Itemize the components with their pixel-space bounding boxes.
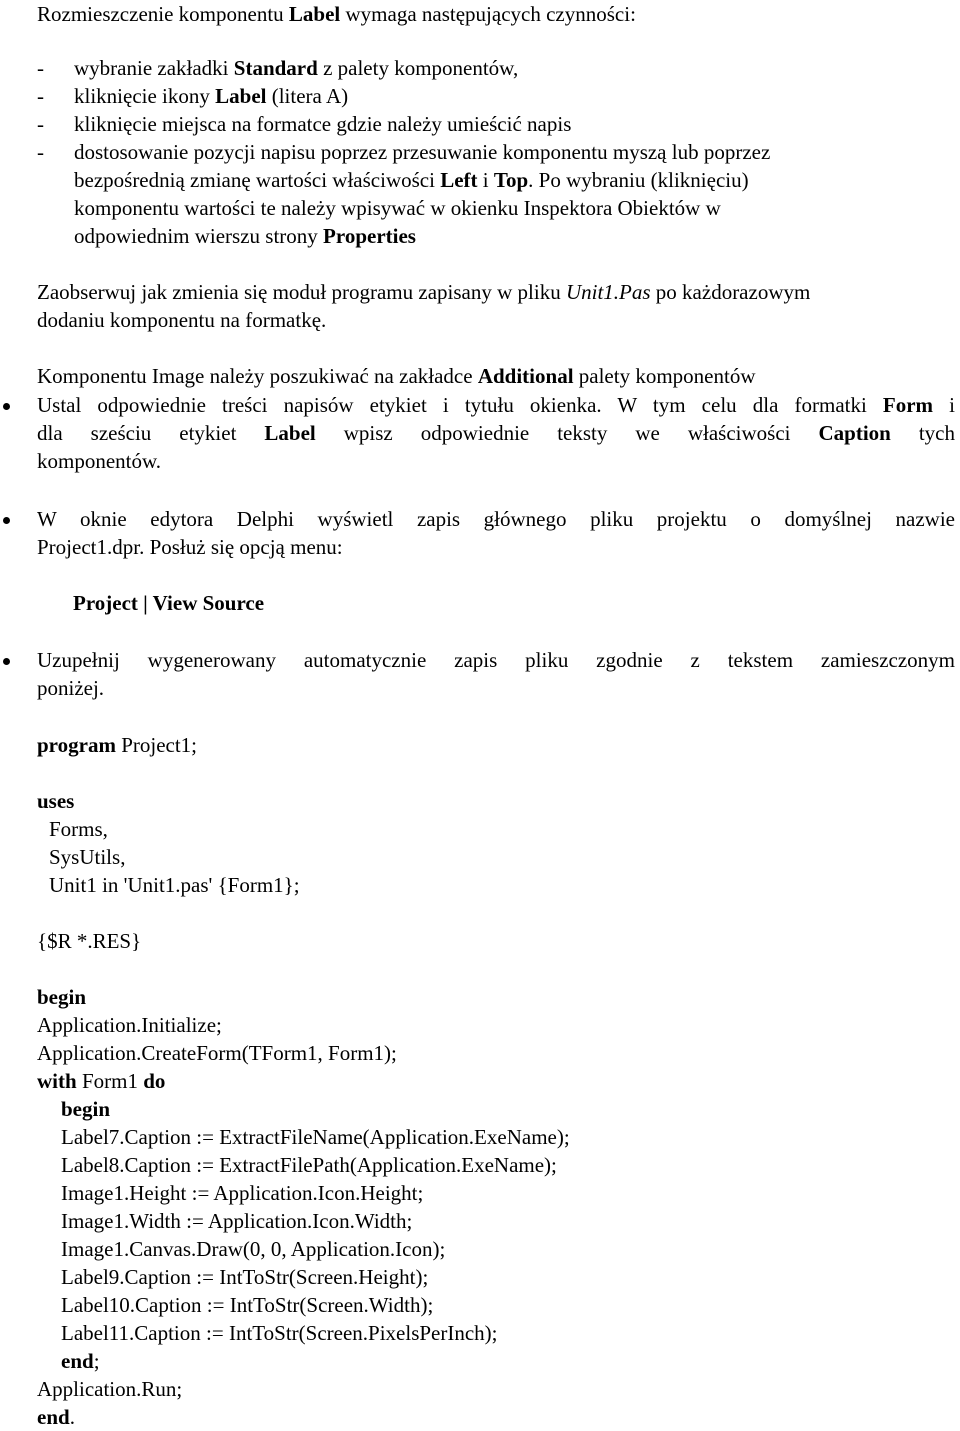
menu-item-view-source: View Source <box>152 591 265 615</box>
code-end-kw: end <box>37 1405 70 1429</box>
step-4-text-2c: . Po wybraniu (kliknięciu) <box>528 168 749 192</box>
intro-suffix: wymaga następujących czynności: <box>340 2 636 26</box>
code-inner-1: Label7.Caption := ExtractFileName(Application.ExeName); <box>61 1125 570 1149</box>
step-4-dash: - <box>37 140 44 164</box>
code-uses-forms: Forms, <box>49 817 108 841</box>
menu-separator: | <box>143 591 148 615</box>
intro-label-word: Label <box>288 2 341 26</box>
bullet-1-text-e: tych <box>890 421 955 445</box>
bullet-1-text-c: dla sześciu etykiet <box>37 421 265 445</box>
observe-suffix: po każdorazowym <box>650 280 811 304</box>
step-1-text-b: z palety komponentów, <box>317 56 519 80</box>
bullet-3-line-1: Uzupełnij wygenerowany automatycznie zapis pliku zgodnie z tekstem zamieszczonym <box>37 648 955 672</box>
observe-prefix: Zaobserwuj jak zmienia się moduł programu zapisany w pliku <box>37 280 566 304</box>
bullet-3-line-2: poniżej. <box>37 676 105 700</box>
bullet-1-text-a: Ustal odpowiednie treści napisów etykiet i tytułu okienka. W tym celu dla formatki <box>37 393 883 417</box>
code-inner-begin <box>61 1095 110 1123</box>
code-program-keyword: program <box>37 733 116 757</box>
code-inner-7: Label10.Caption := IntToStr(Screen.Width); <box>61 1293 434 1317</box>
code-uses-unit1: Unit1 in 'Unit1.pas' {Form1}; <box>49 873 300 897</box>
step-4-line-1 <box>74 138 770 166</box>
step-4-left: Left <box>440 168 478 192</box>
step-4-text-3: komponentu wartości te należy wpisywać w okienku Inspektora Obiektów w <box>74 196 721 220</box>
code-inner-end-punct: ; <box>93 1349 100 1373</box>
step-1 <box>74 54 518 82</box>
step-1-standard: Standard <box>233 56 318 80</box>
code-begin-line <box>37 983 86 1011</box>
observe-line-1 <box>37 278 810 306</box>
code-inner-3: Image1.Height := Application.Icon.Height; <box>61 1181 424 1205</box>
code-inner-2: Label8.Caption := ExtractFilePath(Application.ExeName); <box>61 1153 557 1177</box>
step-2-dash: - <box>37 84 44 108</box>
observe-line-2: dodaniu komponentu na formatkę. <box>37 308 327 332</box>
code-run: Application.Run; <box>37 1377 183 1401</box>
step-1-dash: - <box>37 56 44 80</box>
bullet-1-text-b: i <box>933 393 955 417</box>
step-3-text: kliknięcie miejsca na formatce gdzie należy umieścić napis <box>74 112 572 136</box>
bullet-1-caption: Caption <box>818 421 891 445</box>
step-4-text-2a: bezpośrednią zmianę wartości właściwości <box>74 168 441 192</box>
code-inner-end <box>61 1347 100 1375</box>
code-with-line <box>37 1067 165 1095</box>
bullet-2-line-1: W oknie edytora Delphi wyświetl zapis głównego pliku projektu o domyślnej nazwie <box>37 507 955 531</box>
step-1-text-a: wybranie zakładki <box>74 56 234 80</box>
step-4-top: Top <box>493 168 529 192</box>
code-do-kw: do <box>143 1069 166 1093</box>
step-2-text-a: kliknięcie ikony <box>74 84 216 108</box>
code-program-name: Project1; <box>115 733 198 757</box>
code-with-kw: with <box>37 1069 77 1093</box>
bullet-1-text-d: wpisz odpowiednie teksty we właściwości <box>315 421 819 445</box>
intro-line <box>37 0 636 28</box>
code-uses-kw: uses <box>37 789 75 813</box>
code-uses-sysutils: SysUtils, <box>49 845 126 869</box>
step-4-line-3 <box>74 194 721 222</box>
code-res-directive: {$R *.RES} <box>37 929 142 953</box>
code-end-punct: . <box>69 1405 75 1429</box>
bullet-1-line-2 <box>37 419 955 447</box>
image-note-suffix: palety komponentów <box>573 364 756 388</box>
step-4-text-4: odpowiednim wierszu strony <box>74 224 324 248</box>
code-inner-end-kw: end <box>61 1349 94 1373</box>
step-3 <box>74 110 571 138</box>
code-inner-4: Image1.Width := Application.Icon.Width; <box>61 1209 413 1233</box>
step-4-text-1: dostosowanie pozycji napisu poprzez przesuwanie komponentu myszą lub poprzez <box>74 140 771 164</box>
bullet-1-line-1 <box>37 391 955 419</box>
step-2-label: Label <box>215 84 267 108</box>
bullet-dot-3 <box>3 658 10 665</box>
bullet-2-line-2: Project1.dpr. Posłuż się opcją menu: <box>37 535 343 559</box>
code-uses-keyword <box>37 787 74 815</box>
code-program-line <box>37 731 197 759</box>
intro-prefix: Rozmieszczenie komponentu <box>37 2 289 26</box>
code-initialize: Application.Initialize; <box>37 1013 222 1037</box>
bullet-dot-1 <box>3 403 10 410</box>
bullet-1-line-3: komponentów. <box>37 449 162 473</box>
bullet-1-label: Label <box>264 421 316 445</box>
menu-path <box>73 589 264 617</box>
step-4-line-2 <box>74 166 749 194</box>
step-3-dash: - <box>37 112 44 136</box>
image-note-tab: Additional <box>477 364 574 388</box>
code-inner-8: Label11.Caption := IntToStr(Screen.PixelsPerInch); <box>61 1321 498 1345</box>
step-4-line-4 <box>74 222 416 250</box>
step-2 <box>74 82 348 110</box>
observe-file: Unit1.Pas <box>565 280 651 304</box>
image-note-prefix: Komponentu Image należy poszukiwać na zakładce <box>37 364 478 388</box>
bullet-1-form: Form <box>882 393 934 417</box>
bullet-dot-2 <box>3 517 10 524</box>
step-4-properties: Properties <box>323 224 416 248</box>
menu-item-project: Project <box>73 591 138 615</box>
code-with-target: Form1 <box>76 1069 144 1093</box>
code-inner-6: Label9.Caption := IntToStr(Screen.Height); <box>61 1265 429 1289</box>
code-end-line <box>37 1403 75 1431</box>
code-inner-5: Image1.Canvas.Draw(0, 0, Application.Icon); <box>61 1237 446 1261</box>
image-note <box>37 362 756 390</box>
step-4-text-2b: i <box>477 168 494 192</box>
code-inner-begin-kw: begin <box>61 1097 111 1121</box>
code-begin-kw: begin <box>37 985 87 1009</box>
code-create-form: Application.CreateForm(TForm1, Form1); <box>37 1041 397 1065</box>
step-2-text-b: (litera A) <box>266 84 349 108</box>
